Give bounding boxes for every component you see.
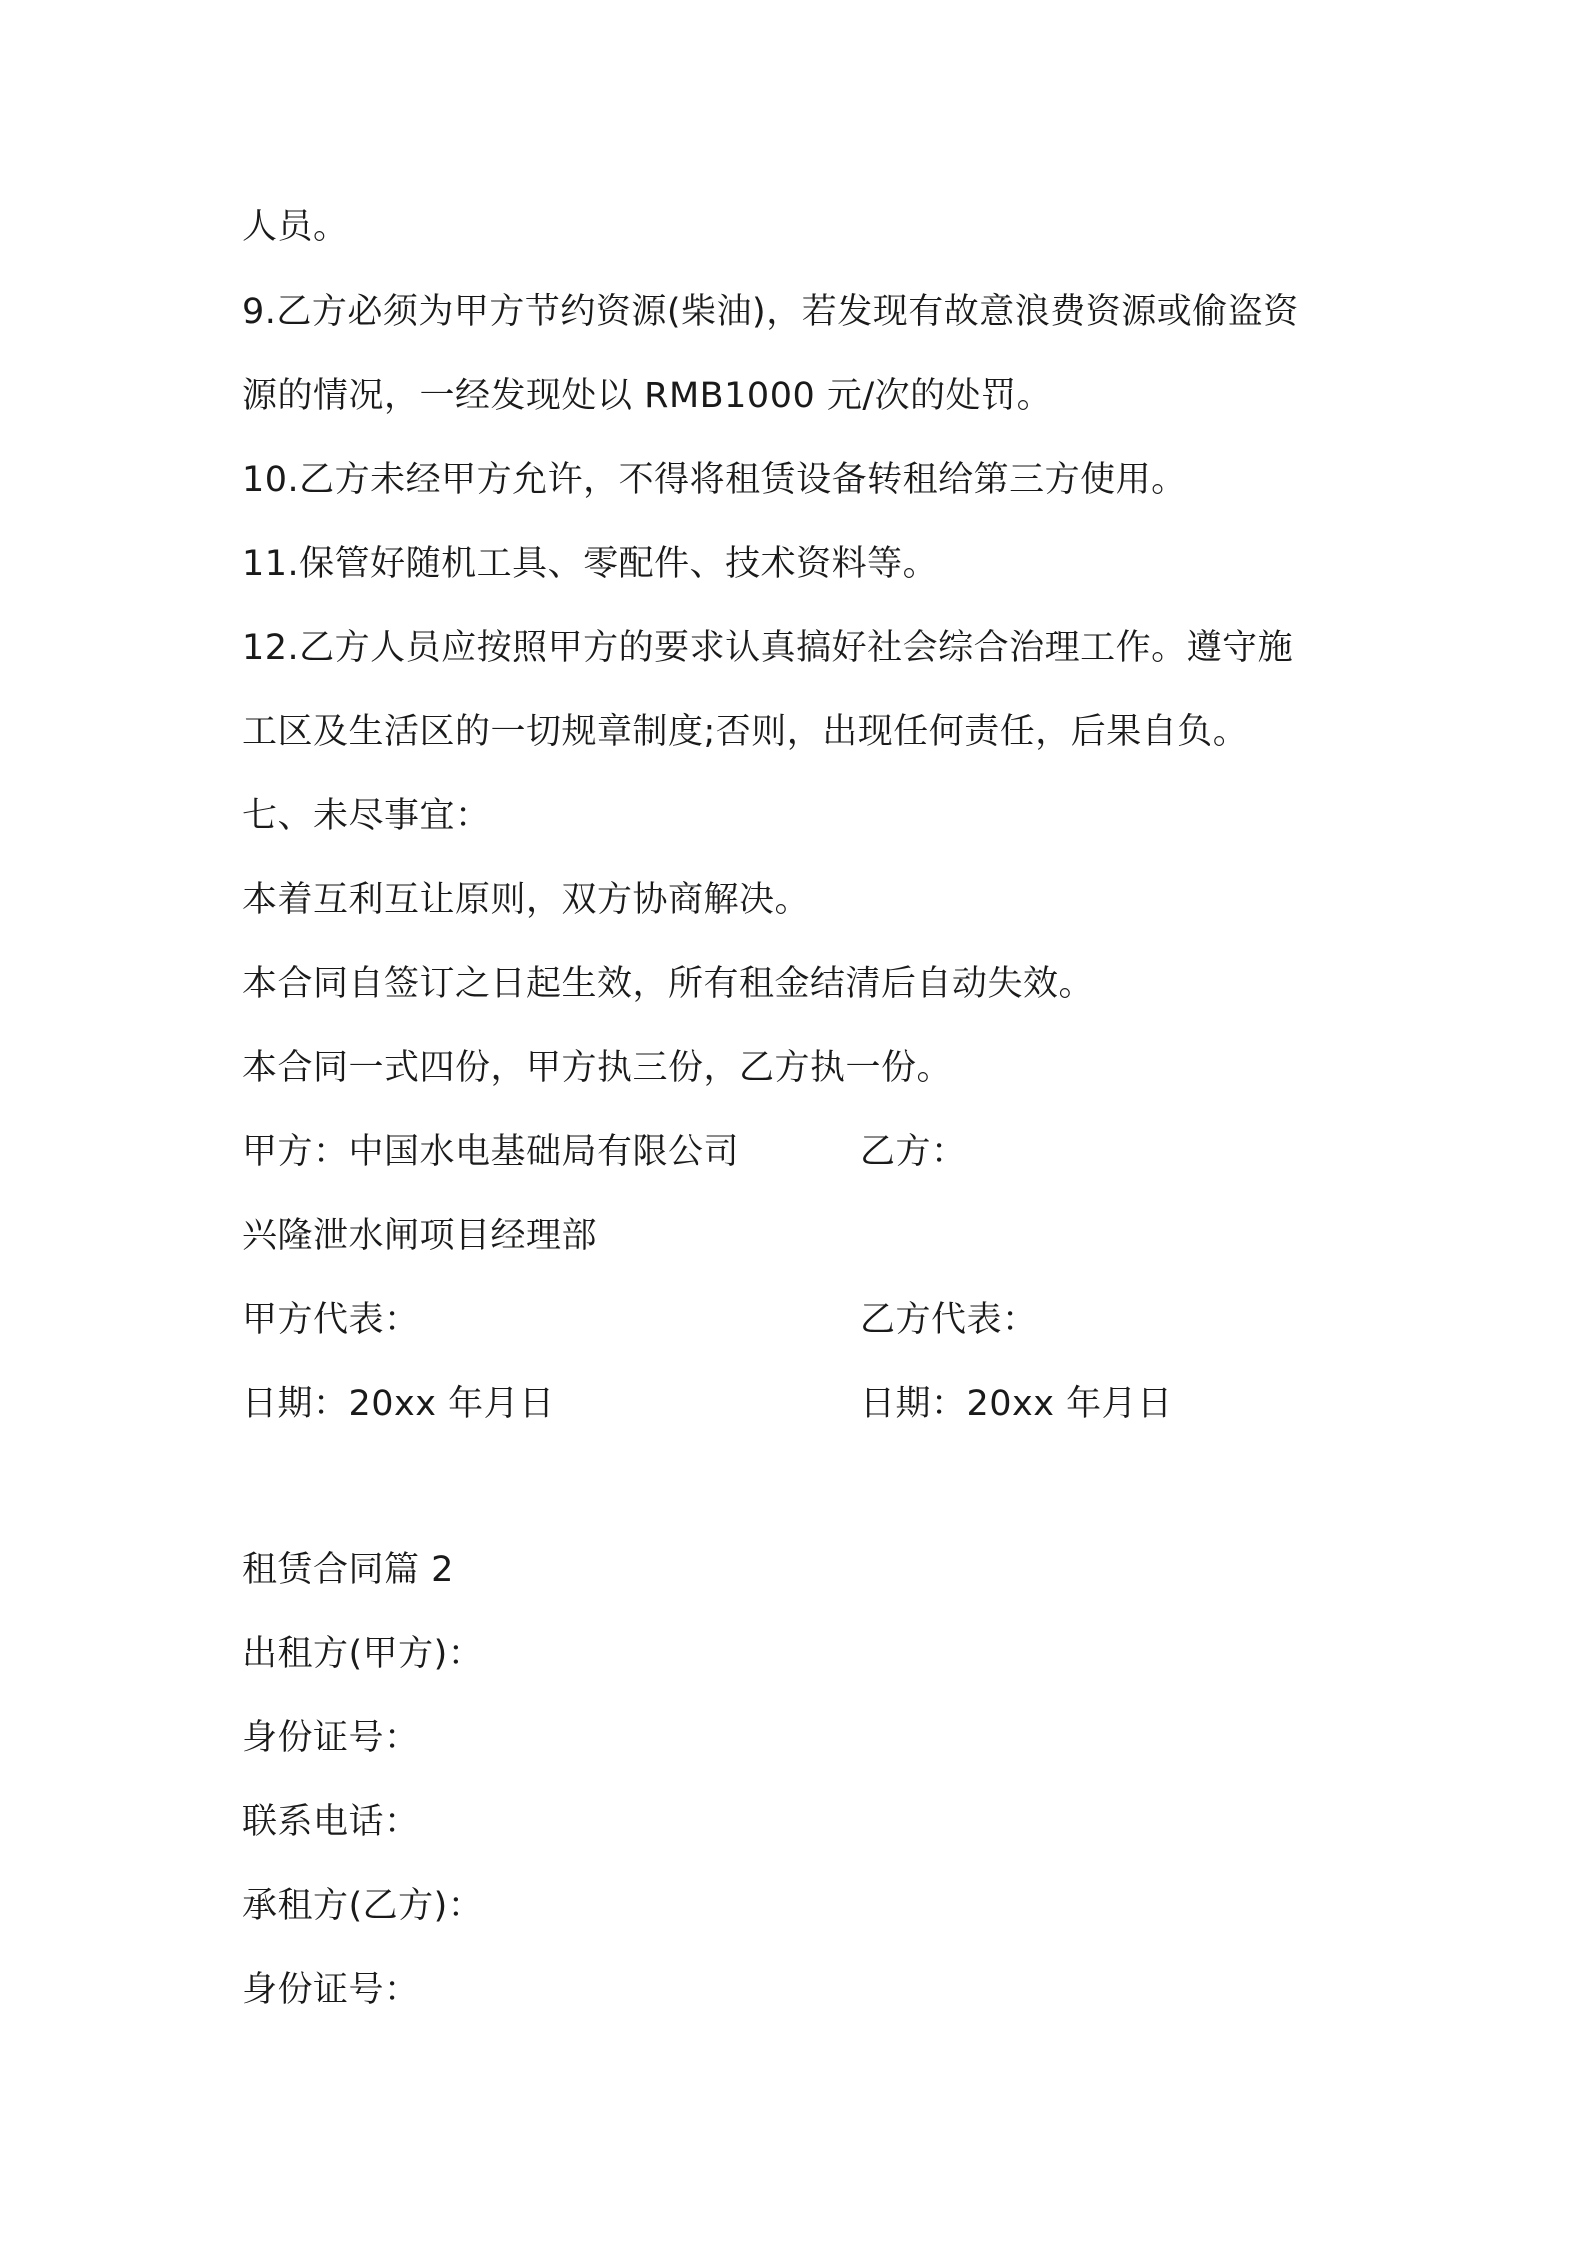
clause-10: 10.乙方未经甲方允许，不得将租赁设备转租给第三方使用。 [242,460,1187,500]
party-a-department: 兴隆泄水闸项目经理部 [242,1216,598,1256]
lessor-label: 出租方(甲方)： [242,1634,484,1674]
party-a-date: 日期：20xx 年月日 [242,1384,555,1424]
body-line: 人员。 [242,207,349,247]
id-number-label: 身份证号： [242,1970,420,2010]
phone-label: 联系电话： [242,1802,420,1842]
clause-9-line-2: 源的情况，一经发现处以 RMB1000 元/次的处罚。 [242,376,1053,416]
party-b-label: 乙方： [860,1132,967,1172]
body-paragraph: 本着互利互让原则，双方协商解决。 [242,880,811,920]
section-title: 租赁合同篇 2 [242,1550,454,1590]
body-paragraph: 本合同一式四份，甲方执三份，乙方执一份。 [242,1048,953,1088]
body-paragraph: 本合同自签订之日起生效，所有租金结清后自动失效。 [242,964,1095,1004]
clause-12-line-2: 工区及生活区的一切规章制度;否则，出现任何责任，后果自负。 [242,712,1249,752]
id-number-label: 身份证号： [242,1718,420,1758]
clause-9-line-1: 9.乙方必须为甲方节约资源(柴油)，若发现有故意浪费资源或偷盗资 [242,292,1299,332]
clause-12-line-1: 12.乙方人员应按照甲方的要求认真搞好社会综合治理工作。遵守施 [242,628,1294,668]
section-heading-7: 七、未尽事宜： [242,796,491,836]
clause-11: 11.保管好随机工具、零配件、技术资料等。 [242,544,939,584]
party-b-date: 日期：20xx 年月日 [860,1384,1173,1424]
party-b-representative: 乙方代表： [860,1300,1038,1340]
party-a-label: 甲方：中国水电基础局有限公司 [242,1132,740,1172]
lessee-label: 承租方(乙方)： [242,1886,484,1926]
party-a-representative: 甲方代表： [242,1300,420,1340]
